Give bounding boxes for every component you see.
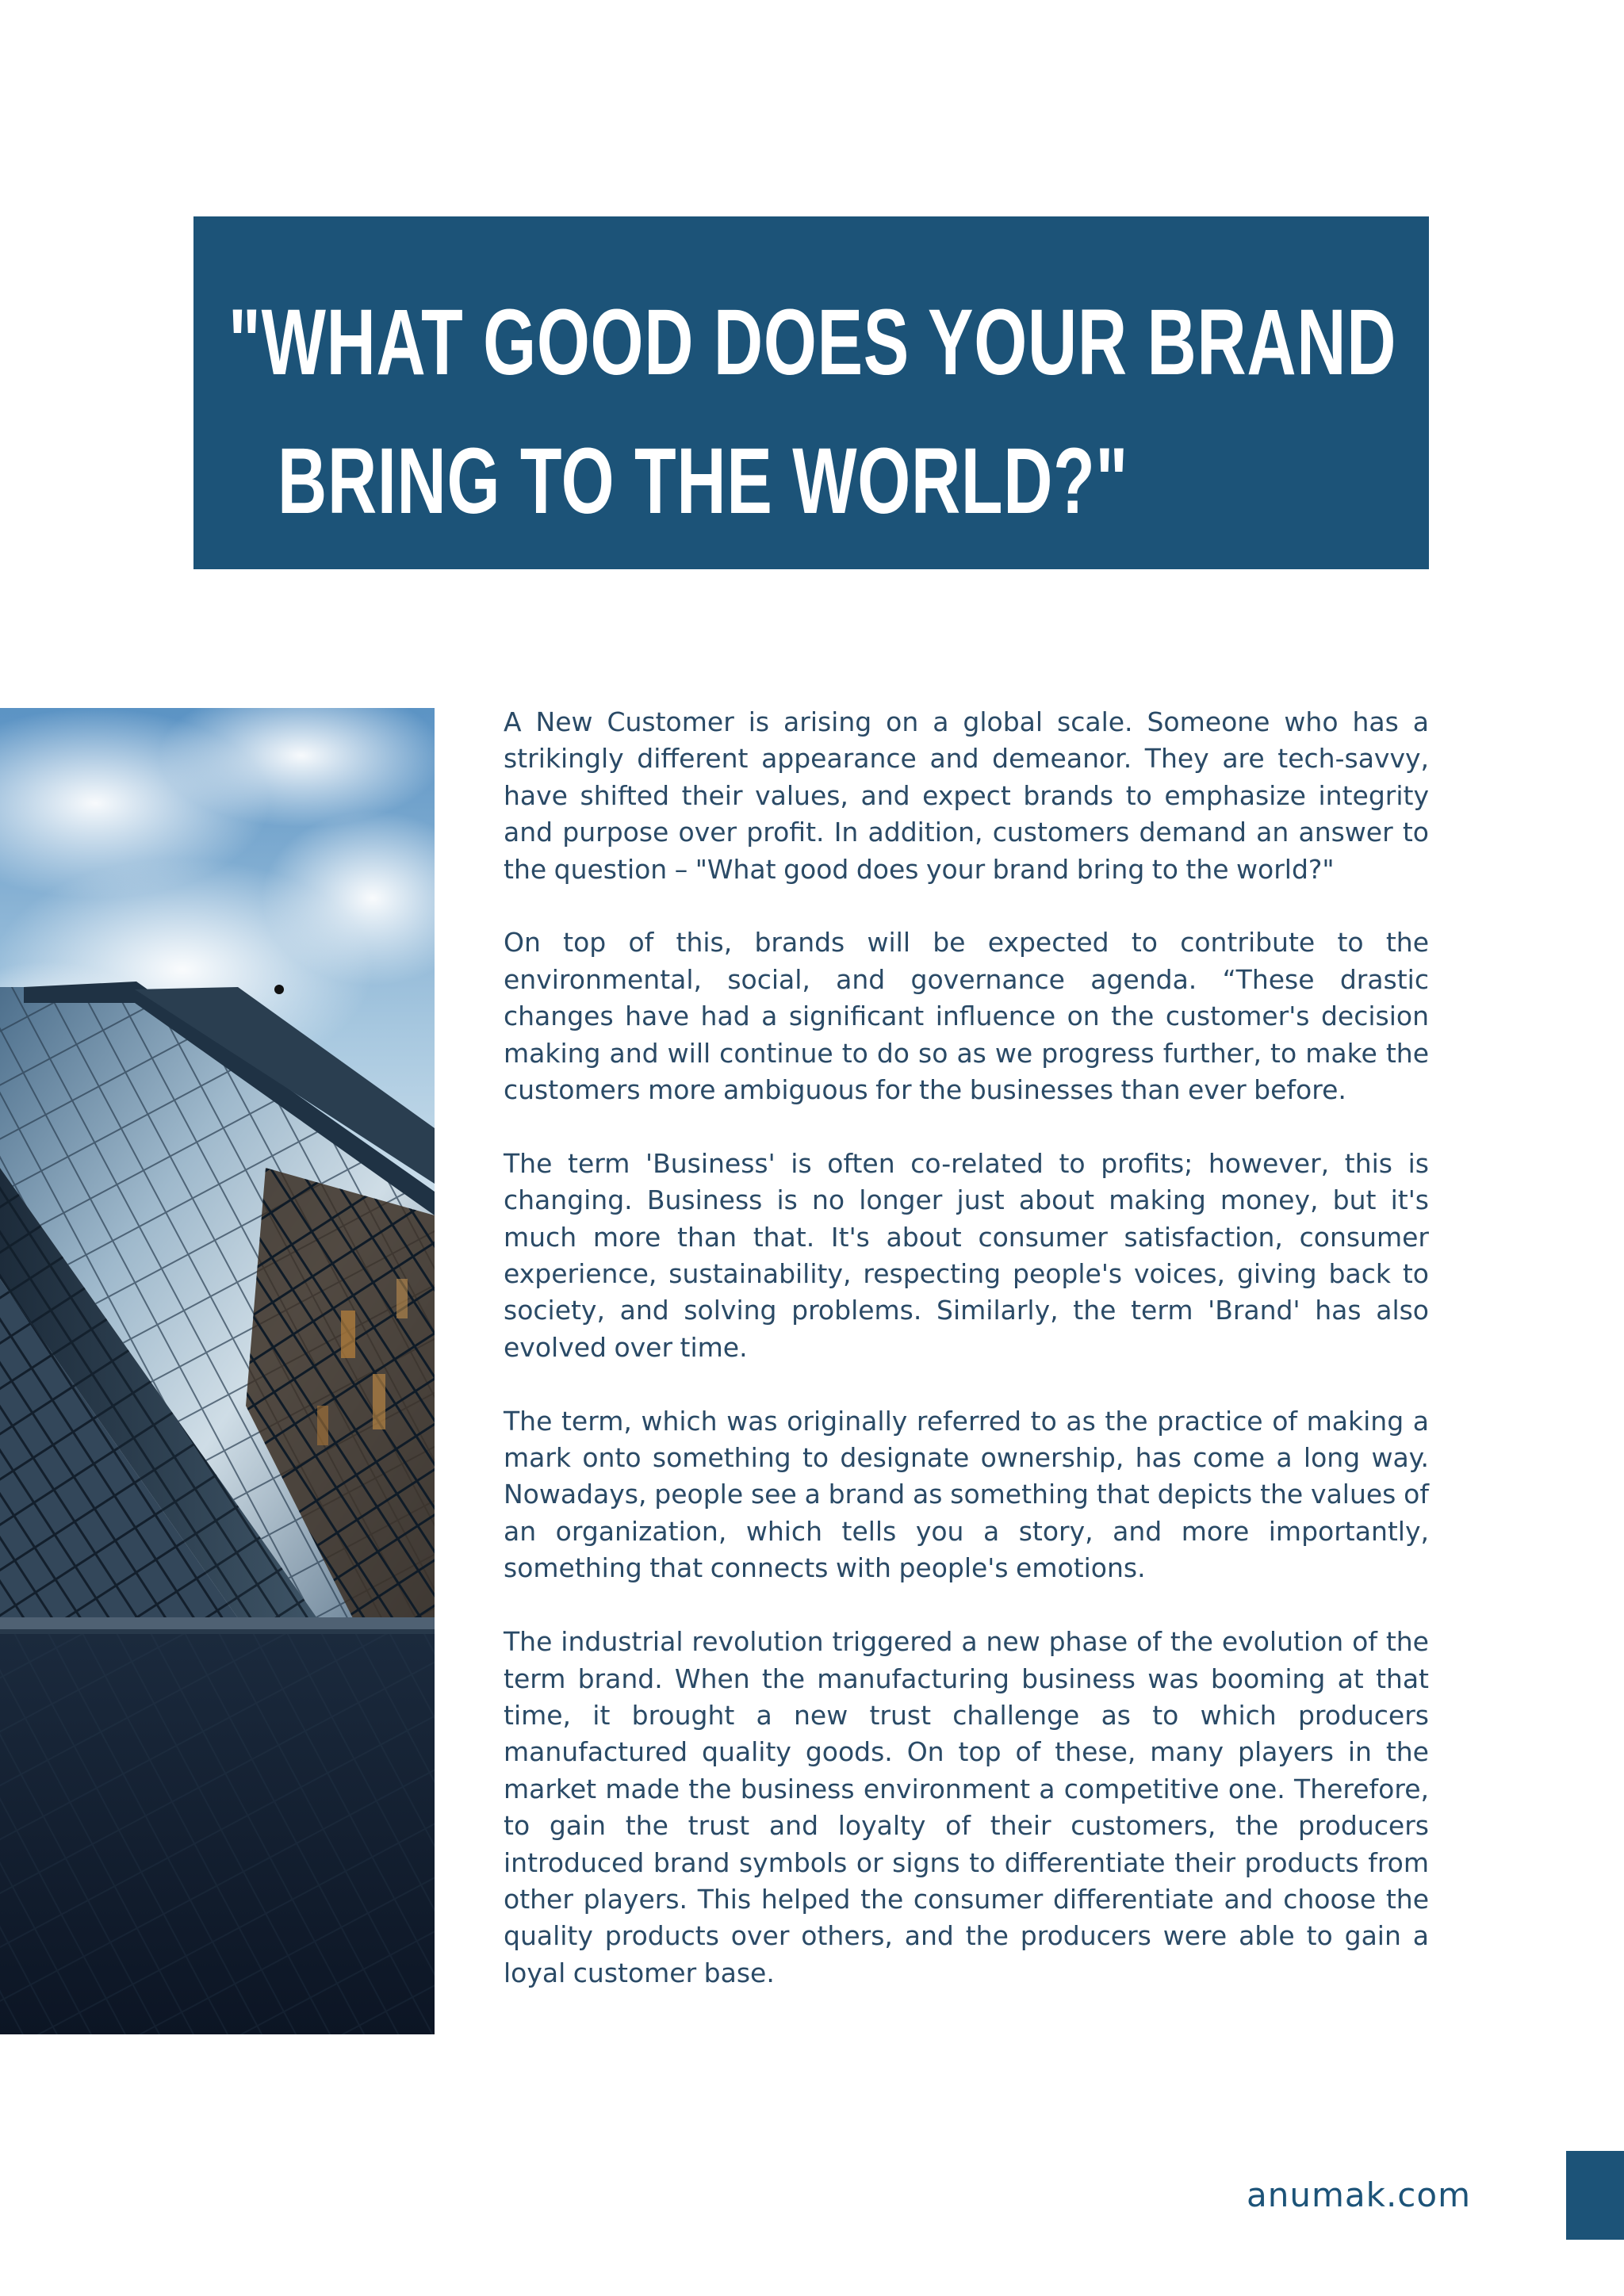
article-body (504, 704, 1429, 2029)
title-line-2: BRING TO THE WORLD?" (278, 429, 1129, 534)
paragraph-3: The term 'Business' is often co-related to profits; however, this is changing. Business is no longer just about making money, but it's much more than that. It's about consumer satisfaction, consumer experience, sustainability, respecting people's voices, giving back to society, and solving problems. Similarly, the term 'Brand' has also evolved over time. (504, 1147, 1429, 1363)
paragraph-2: On top of this, brands will be expected to contribute to the environmental, social, and governance agenda. “These drastic changes have had a significant influence on the customer's decision making and will continue to do so as we progress further, to make the customers more ambiguous for the businesses than ever before. (504, 927, 1429, 1106)
footer-website-link[interactable]: anumak.com (1247, 2175, 1471, 2214)
building-photo (0, 708, 435, 2034)
title-line-1: "WHAT GOOD DOES YOUR BRAND (228, 290, 1397, 395)
corner-accent-block (1566, 2151, 1624, 2240)
paragraph-1: A New Customer is arising on a global scale. Someone who has a strikingly different appearance and demeanor. They are tech-savvy, have shifted their values, and expect brands to emphasize integrity and purpose over profit. In addition, customers demand an answer to the question – "What good does your brand bring to the world?" (504, 706, 1429, 885)
title-banner (193, 216, 1429, 569)
paragraph-4: The term, which was originally referred to as the practice of making a mark onto something to designate ownership, has come a long way. Nowadays, people see a brand as something that depicts the values of an organization, which tells you a story, and more importantly, something that connects with people's emotions. (504, 1405, 1429, 1584)
paragraph-5: The industrial revolution triggered a new phase of the evolution of the term brand. When the manufacturing business was booming at that time, it brought a new trust challenge as to which producers manufactured quality goods. On top of these, many players in the market made the business environment a competitive one. Therefore, to gain the trust and loyalty of their customers, the producers introduced brand symbols or signs to differentiate their products from other players. This helped the consumer differentiate and choose the quality products over others, and the producers were able to gain a loyal customer base. (504, 1626, 1429, 1988)
